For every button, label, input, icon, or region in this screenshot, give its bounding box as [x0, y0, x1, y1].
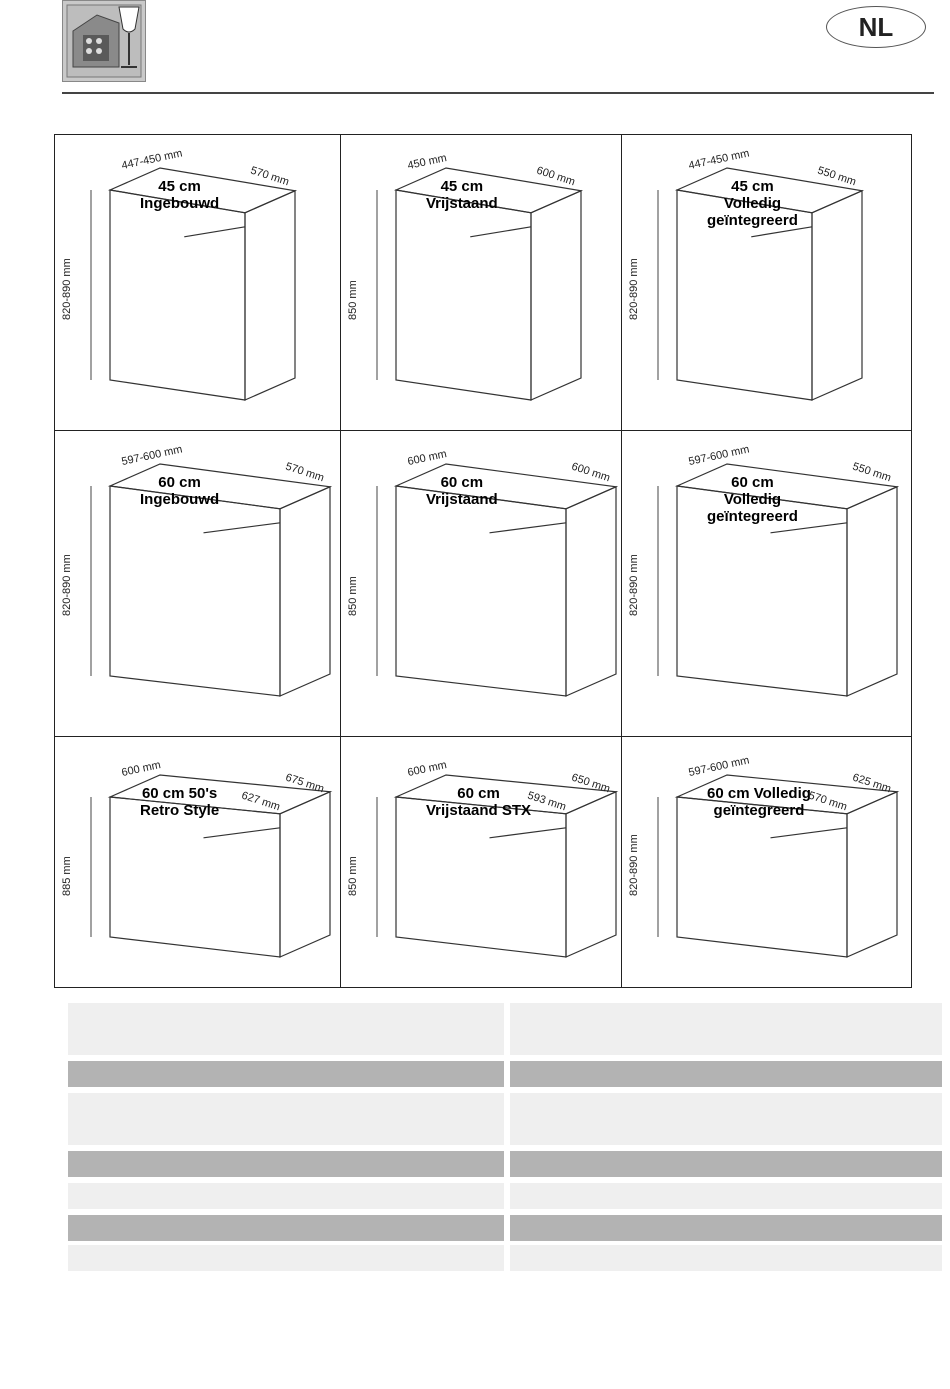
model-title: [140, 785, 219, 819]
height-label: 820-890 mm: [61, 554, 73, 616]
appliance-front: [396, 486, 566, 696]
table-cell: [68, 1061, 504, 1087]
model-title-line: geïntegreerd: [707, 212, 798, 229]
width-label: 597-600 mm: [687, 754, 751, 779]
model-title-line: 45 cm: [440, 178, 484, 195]
model-title-line: Volledig: [723, 491, 782, 508]
model-cell: [55, 431, 340, 736]
model-title-line: 60 cm: [731, 474, 774, 491]
country-badge: NL: [826, 6, 926, 48]
width-label: 597-600 mm: [687, 443, 751, 468]
control-panel: [204, 828, 281, 838]
depth-label: 550 mm: [816, 164, 858, 189]
height-label: 820-890 mm: [628, 258, 640, 320]
model-title-line: Retro Style: [140, 802, 220, 819]
model-title-line: 60 cm: [457, 785, 500, 802]
dishwasher-drawing: [622, 737, 912, 989]
model-title-line: 45 cm: [158, 178, 201, 195]
height-label: 820-890 mm: [61, 258, 73, 320]
height-label: 820-890 mm: [628, 554, 640, 616]
depth-label: 650 mm: [570, 771, 612, 796]
model-title: [707, 474, 798, 525]
dimensions-grid: [54, 134, 912, 988]
model-cell: [622, 737, 912, 989]
appliance-front: [110, 486, 280, 696]
model-cell: [622, 431, 912, 736]
table-cell: [68, 1093, 504, 1145]
table-row: [68, 1183, 942, 1209]
width-label: 600 mm: [406, 447, 448, 468]
width-label: 447-450 mm: [687, 147, 751, 172]
model-title: [707, 178, 798, 229]
model-title-line: 60 cm 50's: [141, 785, 218, 802]
width-label: 600 mm: [406, 758, 448, 779]
control-panel: [490, 523, 567, 533]
appliance-side: [847, 792, 897, 957]
model-title: [140, 178, 219, 212]
model-cell: [341, 737, 621, 989]
width-label: 450 mm: [406, 151, 448, 172]
model-title-line: 45 cm: [731, 178, 774, 195]
appliance-front: [396, 190, 531, 400]
depth2-label: 570 mm: [807, 789, 849, 814]
height-label: 885 mm: [61, 856, 73, 896]
table-cell: [510, 1003, 942, 1055]
depth2-label: 627 mm: [240, 789, 282, 814]
table-row: [68, 1003, 942, 1055]
width-label: 447-450 mm: [120, 147, 184, 172]
model-title-line: Ingebouwd: [140, 491, 220, 508]
width-label: 597-600 mm: [120, 443, 184, 468]
appliance-side: [280, 792, 330, 957]
table-row: [68, 1151, 942, 1177]
model-title-line: Ingebouwd: [140, 195, 220, 212]
model-title-line: 60 cm Volledig: [707, 785, 811, 802]
model-title: [426, 785, 531, 819]
appliance-side: [566, 487, 616, 696]
model-cell: [341, 135, 621, 430]
control-panel: [771, 828, 848, 838]
model-cell: [55, 135, 340, 430]
appliance-side: [812, 191, 862, 400]
header-rule: [62, 92, 934, 94]
model-title-line: Vrijstaand: [426, 195, 498, 212]
height-label: 820-890 mm: [628, 834, 640, 896]
model-title: [426, 474, 498, 508]
model-title-line: geïntegreerd: [713, 802, 805, 819]
appliance-front: [677, 797, 847, 957]
table-cell: [510, 1245, 942, 1271]
table-cell: [510, 1061, 942, 1087]
table-row: [68, 1245, 942, 1271]
model-cell: [341, 431, 621, 736]
height-label: 850 mm: [347, 576, 359, 616]
depth-label: 570 mm: [249, 164, 291, 189]
table-cell: [510, 1215, 942, 1241]
table-cell: [510, 1151, 942, 1177]
appliance-side: [531, 191, 581, 400]
table-row: [68, 1093, 942, 1145]
table-cell: [68, 1215, 504, 1241]
dishwasher-glass-logo-icon: [62, 0, 146, 82]
model-title-line: Vrijstaand STX: [426, 802, 532, 819]
control-panel: [184, 227, 245, 237]
table-row: [68, 1061, 942, 1087]
width-label: 600 mm: [120, 758, 162, 779]
table-cell: [510, 1093, 942, 1145]
depth-label: 550 mm: [851, 460, 893, 485]
depth-label: 600 mm: [570, 460, 612, 485]
model-title-line: Volledig: [723, 195, 782, 212]
appliance-side: [847, 487, 897, 696]
appliance-side: [566, 792, 616, 957]
height-label: 850 mm: [347, 856, 359, 896]
table-cell: [510, 1183, 942, 1209]
depth-label: 600 mm: [535, 164, 577, 189]
control-panel: [490, 828, 567, 838]
table-row: [68, 1215, 942, 1241]
model-title-line: 60 cm: [440, 474, 484, 491]
model-title: [140, 474, 219, 508]
depth-label: 570 mm: [284, 460, 326, 485]
depth2-label: 593 mm: [526, 789, 568, 814]
table-cell: [68, 1245, 504, 1271]
model-title: [426, 178, 498, 212]
appliance-side: [245, 191, 295, 400]
model-cell: [622, 135, 912, 430]
appliance-side: [280, 487, 330, 696]
appliance-front: [110, 190, 245, 400]
control-panel: [204, 523, 281, 533]
model-cell: [55, 737, 340, 989]
control-panel: [470, 227, 531, 237]
table-cell: [68, 1003, 504, 1055]
height-label: 850 mm: [347, 280, 359, 320]
model-title-line: 60 cm: [158, 474, 201, 491]
table-cell: [68, 1151, 504, 1177]
appliance-front: [396, 797, 566, 957]
table-cell: [68, 1183, 504, 1209]
depth-label: 675 mm: [284, 771, 326, 796]
depth-label: 625 mm: [851, 771, 893, 796]
model-title-line: Vrijstaand: [426, 491, 498, 508]
model-title-line: geïntegreerd: [707, 508, 798, 525]
model-title: [707, 785, 811, 819]
appliance-front: [110, 797, 280, 957]
